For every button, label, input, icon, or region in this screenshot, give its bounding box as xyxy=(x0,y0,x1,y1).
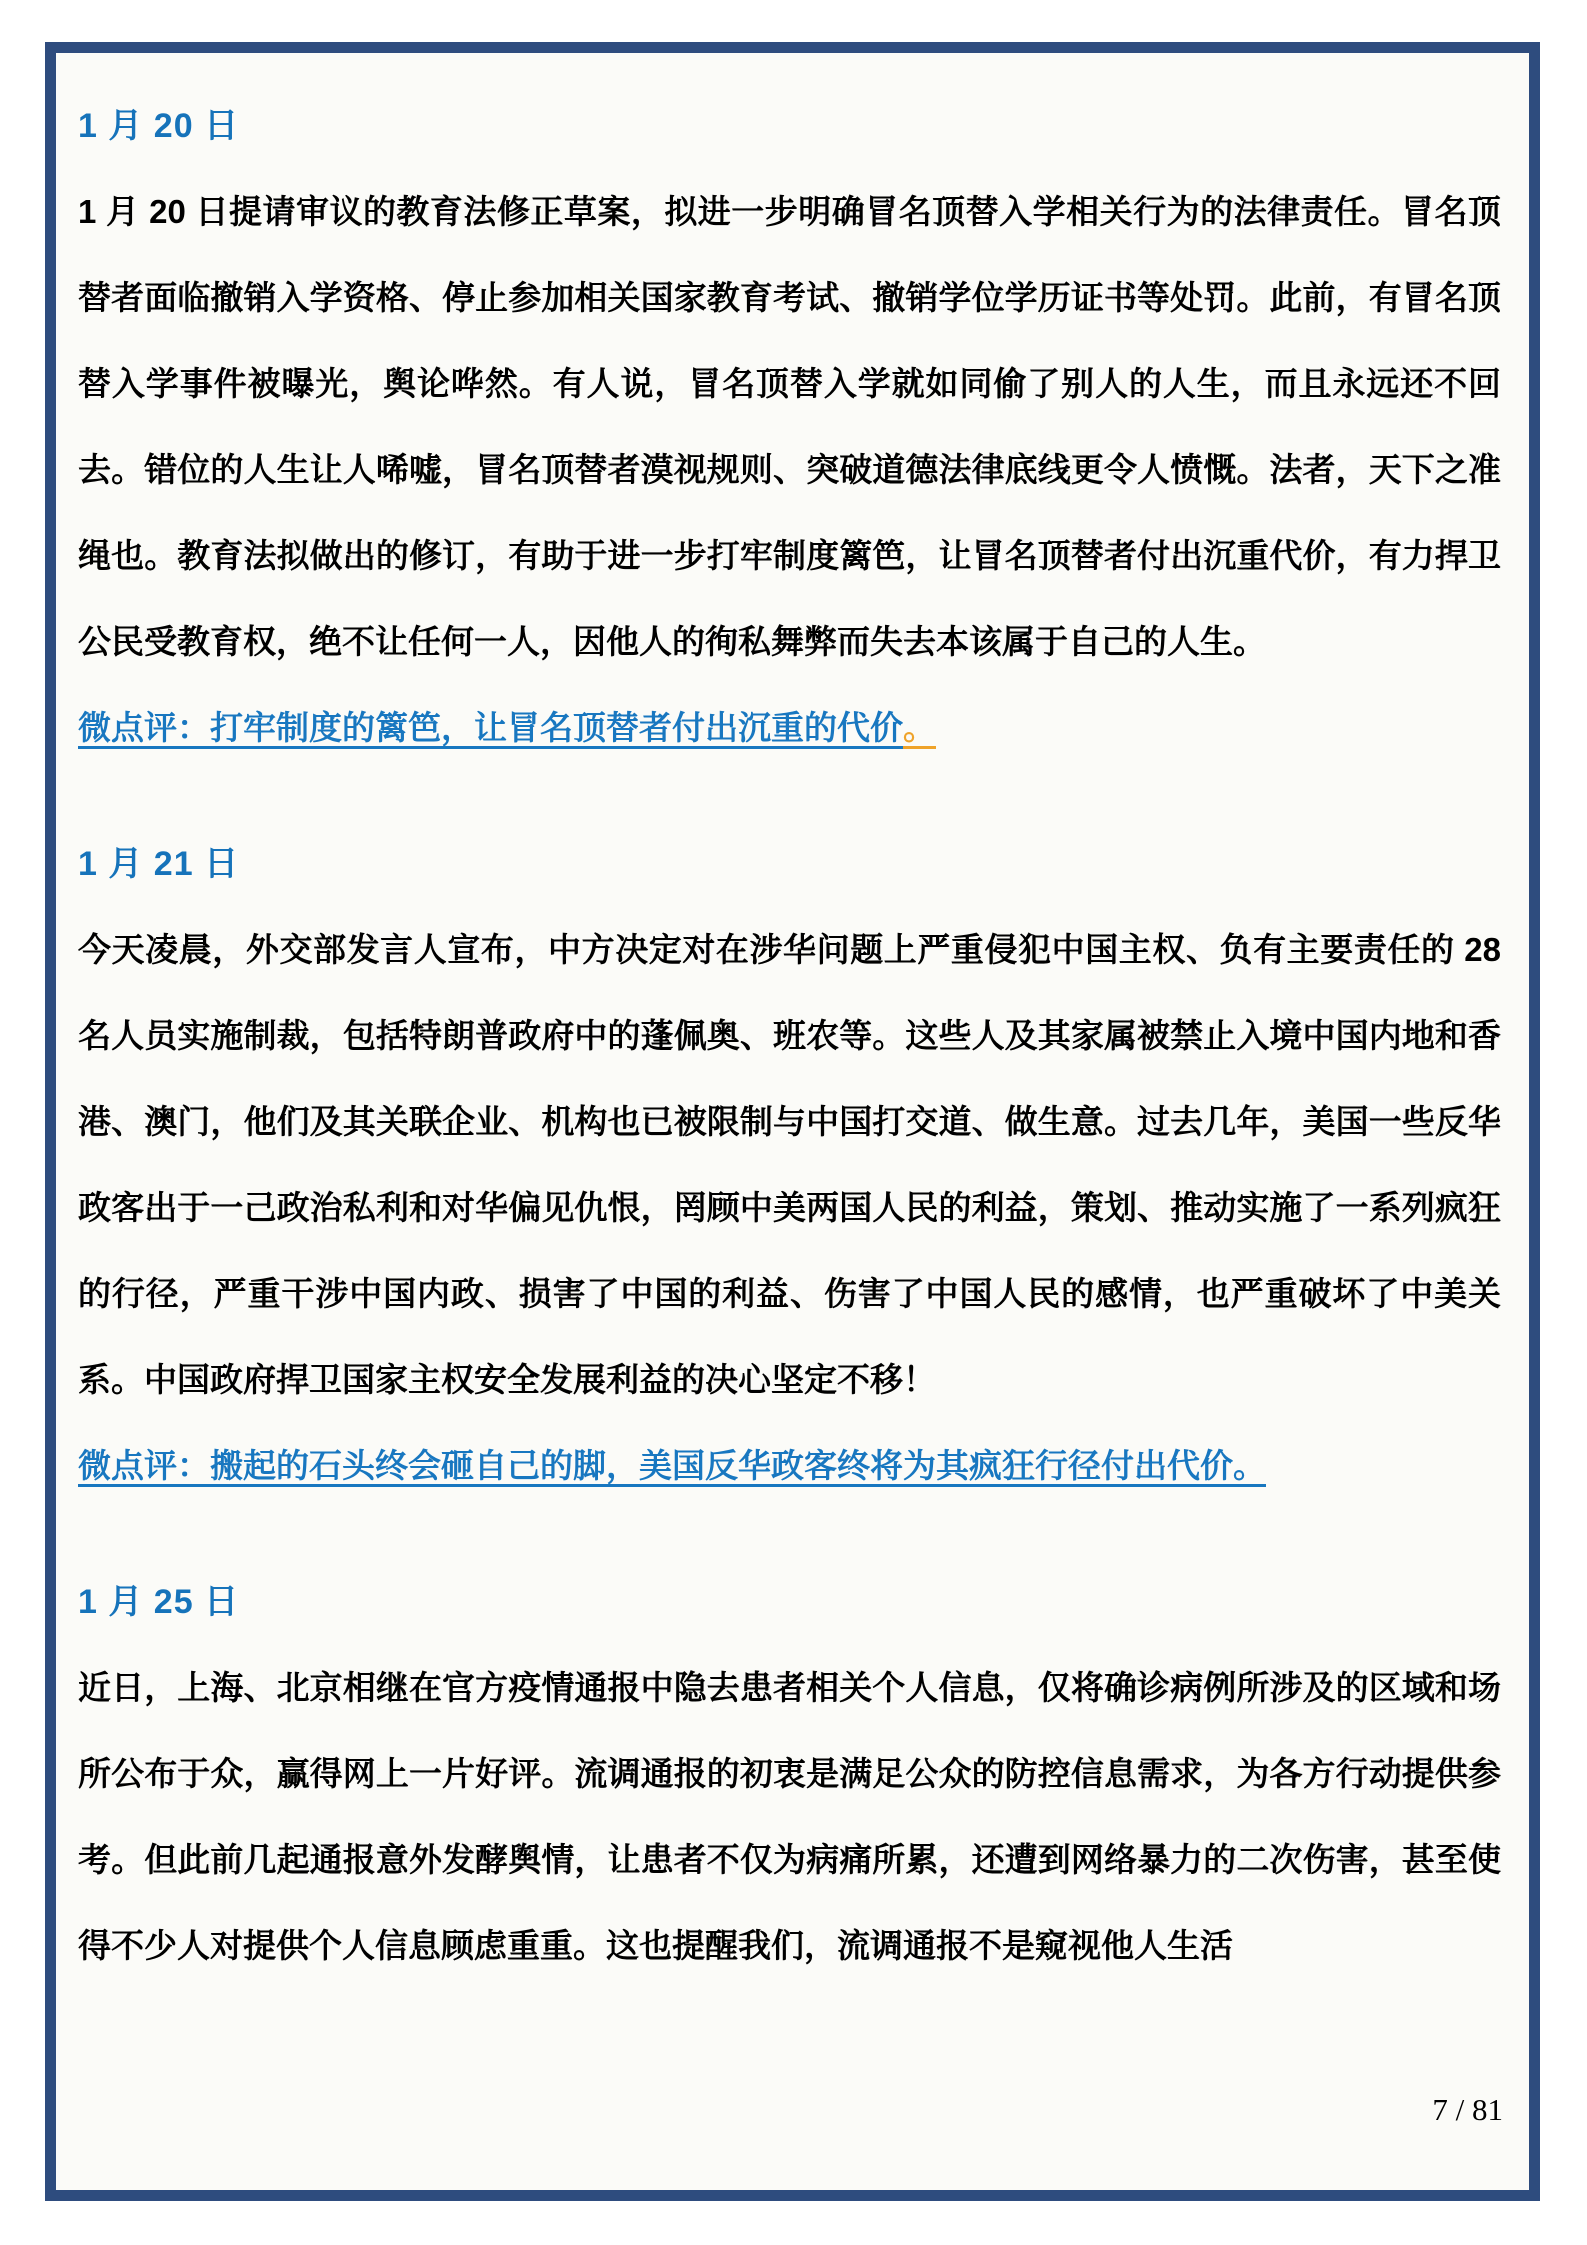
body-paragraph-jan20: 1 月 20 日提请审议的教育法修正草案，拟进一步明确冒名顶替入学相关行为的法律责任。冒名顶替者面临撤销入学资格、停止参加相关国家教育考试、撤销学位学历证书等处罚。此前，有冒名顶替入学事件被曝光，舆论哗然。有人说，冒名顶替入学就如同偷了别人的人生，而且永远还不回去。错位的人生让人唏嘘，冒名顶替者漠视规则、突破道德法律底线更令人愤慨。法者，天下之准绳也。教育法拟做出的修订，有助于进一步打牢制度篱笆，让冒名顶替者付出沉重代价，有力捍卫公民受教育权，绝不让任何一人，因他人的徇私舞弊而失去本该属于自己的人生。 xyxy=(78,193,1501,660)
date-heading-jan20: 1 月 20 日 xyxy=(78,107,240,145)
page-border-frame xyxy=(45,42,1540,2201)
body-paragraph-jan25: 近日，上海、北京相继在官方疫情通报中隐去患者相关个人信息，仅将确诊病例所涉及的区域和场所公布于众，赢得网上一片好评。流调通报的初衷是满足公众的防控信息需求，为各方行动提供参考。但此前几起通报意外发酵舆情，让患者不仅为病痛所累，还遭到网络暴力的二次伤害，甚至使得不少人对提供个人信息顾虑重重。这也提醒我们，流调通报不是窥视他人生活 xyxy=(78,1669,1501,1964)
page-content xyxy=(56,53,1529,1989)
micro-comment-text: 微点评：搬起的石头终会砸自己的脚，美国反华政客终将为其疯狂行径付出代价。 xyxy=(78,1447,1266,1484)
micro-comment-jan20 xyxy=(78,685,1501,771)
body-paragraph-jan21: 今天凌晨，外交部发言人宣布，中方决定对在涉华问题上严重侵犯中国主权、负有主要责任的 28 名人员实施制裁，包括特朗普政府中的蓬佩奥、班农等。这些人及其家属被禁止入境中国内地和香港、澳门，他们及其关联企业、机构也已被限制与中国打交道、做生意。过去几年，美国一些反华政客出于一己政治私利和对华偏见仇恨，罔顾中美两国人民的利益，策划、推动实施了一系列疯狂的行径，严重干涉中国内政、损害了中国的利益、伤害了中国人民的感情，也严重破坏了中美关系。中国政府捍卫国家主权安全发展利益的决心坚定不移！ xyxy=(78,931,1501,1398)
micro-comment-jan21 xyxy=(78,1423,1501,1509)
date-heading-jan21: 1 月 21 日 xyxy=(78,845,240,883)
page-number: 7 / 81 xyxy=(1432,2092,1503,2127)
date-heading-jan25: 1 月 25 日 xyxy=(78,1583,240,1621)
micro-comment-period: 。 xyxy=(903,709,936,746)
micro-comment-text: 微点评：打牢制度的篱笆，让冒名顶替者付出沉重的代价 xyxy=(78,709,903,746)
